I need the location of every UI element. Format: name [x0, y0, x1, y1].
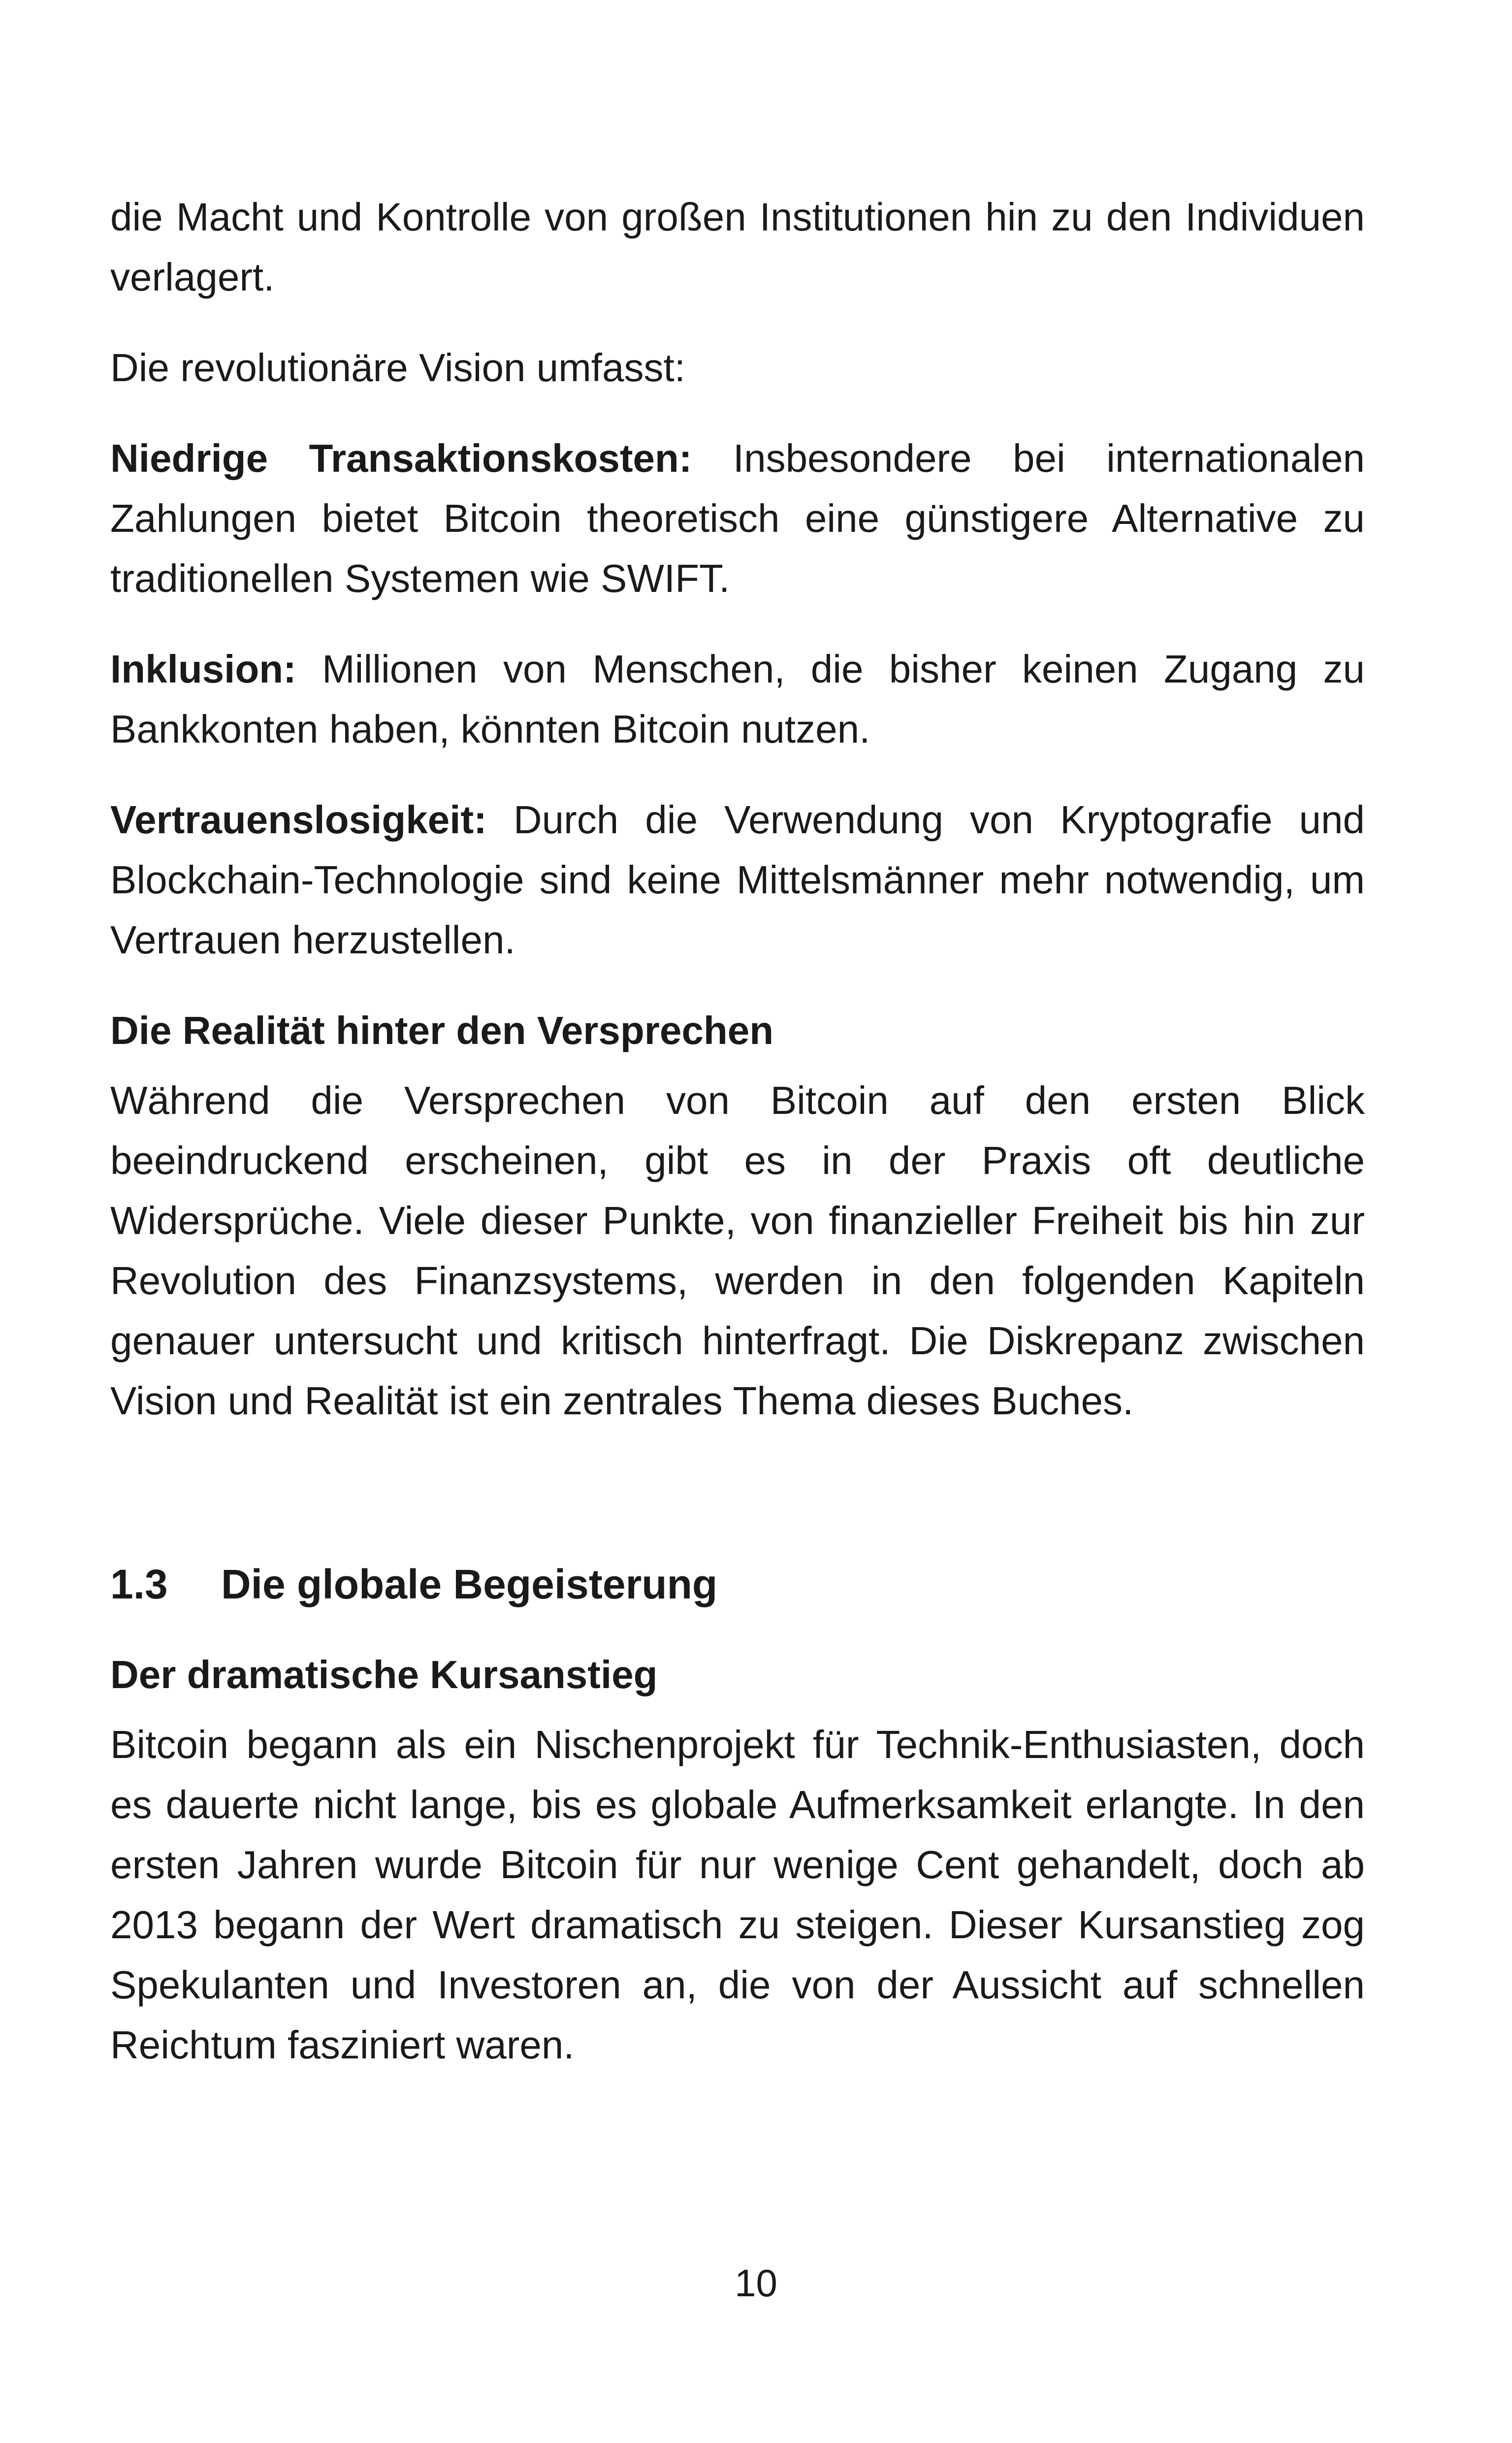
- body-paragraph-intro: die Macht und Kontrolle von großen Institutionen hin zu den Individuen verlagert.: [110, 195, 1365, 299]
- subheading-reality: Die Realität hinter den Versprechen: [110, 1009, 774, 1052]
- subheading-price-rise: Der dramatische Kursanstieg: [110, 1653, 658, 1696]
- vision-item-inclusion: [110, 639, 1365, 759]
- body-paragraph-vision-lead: Die revolutionäre Vision umfasst:: [110, 346, 685, 390]
- vision-item-text: Millionen von Menschen, die bisher keinen Zugang zu Bankkonten haben, könnten Bitcoin nutzen.: [110, 647, 1365, 751]
- page-number: 10: [735, 2261, 777, 2305]
- vision-item-term: Niedrige Transaktionskosten:: [110, 436, 692, 480]
- section-number: 1.3: [110, 1561, 168, 1607]
- vision-item-transaction-costs: [110, 428, 1365, 609]
- vision-item-term: Inklusion:: [110, 647, 296, 691]
- page-body: [110, 187, 1365, 2075]
- section-heading: [110, 1554, 1365, 1614]
- body-paragraph-price-rise: Bitcoin begann als ein Nischenprojekt für Technik-Enthusiasten, doch es dauerte nicht lange, bis es globale Aufmerksamkeit erlangte. In den ersten Jahren wurde Bitcoin für nur wenige Cent gehandelt, doch ab 2013 begann der Wert dramatisch zu steigen. Dieser Kursanstieg zog Spekulanten und Investoren an, die von der Aussicht auf schnellen Reichtum fasziniert waren.: [110, 1723, 1365, 2067]
- vision-item-text: Durch die Verwendung von Kryptografie und Blockchain-Technologie sind keine Mittelsmänner mehr notwendig, um Vertrauen herzustellen.: [110, 798, 1365, 962]
- section-title: Die globale Begeisterung: [221, 1561, 718, 1607]
- body-paragraph-reality: Während die Versprechen von Bitcoin auf den ersten Blick beeindruckend erscheinen, gibt es in der Praxis oft deutliche Widersprüche. Viele dieser Punkte, von finanzieller Freiheit bis hin zur Revolution des Finanzsystems, werden in den folgenden Kapiteln genauer untersucht und kritisch hinterfragt. Die Diskrepanz zwischen Vision und Realität ist ein zentrales Thema dieses Buches.: [110, 1078, 1365, 1423]
- vision-item-term: Vertrauenslosigkeit:: [110, 798, 487, 842]
- vision-item-trustlessness: [110, 790, 1365, 970]
- vision-item-text: Insbesondere bei internationalen Zahlungen bietet Bitcoin theoretisch eine günstigere Alternative zu traditionellen Systemen wie SWIFT.: [110, 436, 1365, 600]
